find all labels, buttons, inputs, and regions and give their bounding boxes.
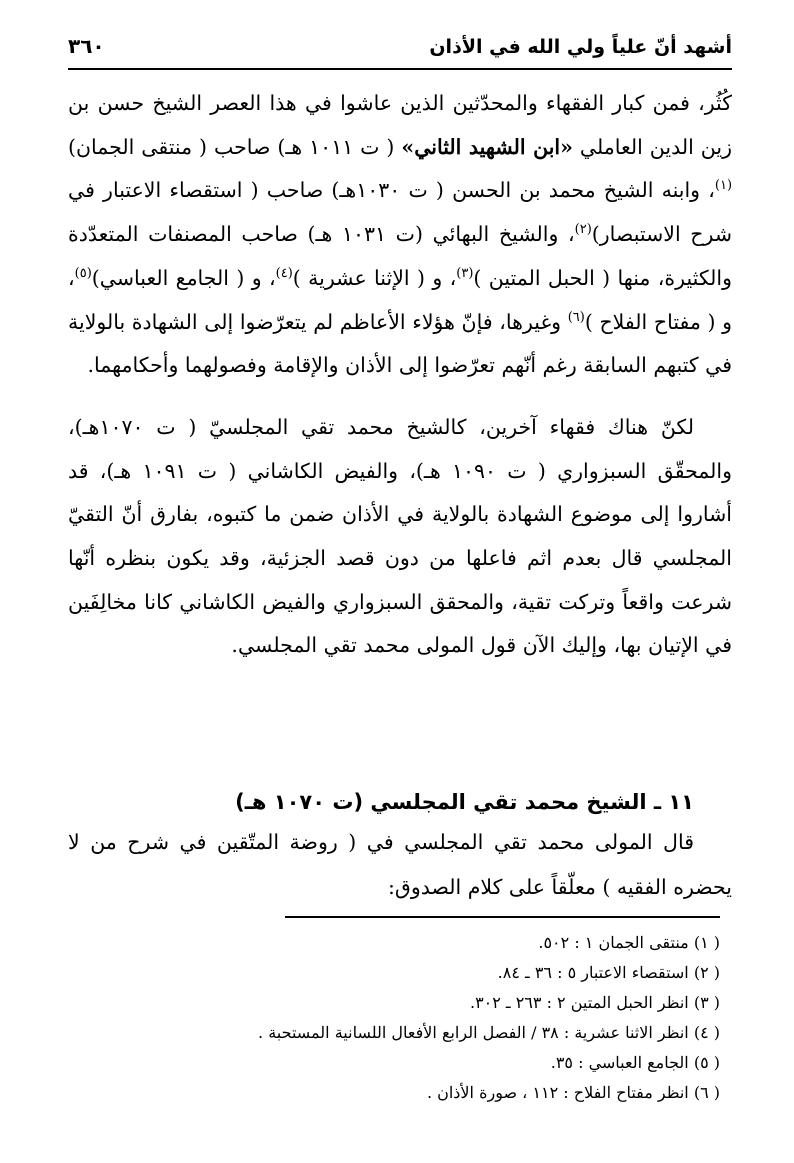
- footnote-ref-4: (٤): [275, 265, 293, 281]
- section-intro: قال المولى محمد تقي المجلسي في ( روضة المتّقين في شرح من لا يحضره الفقيه ) معلّقاً على كلام الصدوق:: [68, 830, 732, 899]
- p1-seg-4: ، وابنه الشيخ محمد بن الحسن ( ت ١٠٣٠هـ) صاحب ( استقصاء الاعتبار في شرح الاستبصار): [68, 178, 732, 247]
- footnote-ref-5: (٥): [74, 265, 92, 281]
- paragraph-2: لكنّ هناك فقهاء آخرين، كالشيخ محمد تقي المجلسيّ ( ت ١٠٧٠هـ)، والمحقّق السبزواري ( ت ١٠٩٠ هـ)، والفيض الكاشاني ( ت ١٠٩١ هـ)، قد أشاروا إلى موضوع الشهادة بالولاية في الأذان ضمن ما كتبوه، بفارق أنّ التقيّ المجلسي قال بعدم اثم فاعلها من دون قصد الجزئية، وقد يكون بنظره أنّها شرعت واقعاً وتركت تقية، والمحقق السبزواري والفيض الكاشاني كانا مخالِفَين في الإتيان بها، وإليك الآن قول المولى محمد تقي المجلسي.: [68, 414, 732, 658]
- running-title: أشهد أنّ علياً ولي الله في الأذان: [429, 36, 732, 58]
- p1-seg-9: وغيرها، فإنّ هؤلاء الأعاظم لم يتعرّضوا إلى الشهادة بالولاية في كتبهم السابقة رغم أنّهم تعرّضوا إلى الأذان والإقامة وفصولهما وأحكامهما.: [68, 309, 732, 378]
- page-number: ٣٦٠: [68, 34, 105, 58]
- footnote-ref-2: (٢): [574, 222, 592, 238]
- footnote-ref-1: (١): [714, 178, 733, 194]
- p1-seg-1: كُثُر، فمن كبار الفقهاء والمحدّثين الذين عاشوا في هذا العصر الشيخ حسن بن زين الدين العاملي: [68, 91, 732, 159]
- footnote-6: ( ٦) انظر مفتاح الفلاح : ١١٢ ، صورة الأذان .: [426, 1083, 720, 1102]
- p1-bold-title: «ابن الشهيد الثاني»: [401, 134, 573, 159]
- footnote-ref-6: (٦): [567, 309, 585, 325]
- section-heading: ١١ ـ الشيخ محمد تقي المجلسي (ت ١٠٧٠ هـ): [235, 790, 694, 814]
- footnote-ref-3: (٣): [456, 265, 474, 281]
- footnote-2: ( ٢) استقصاء الاعتبار ٥ : ٣٦ ـ ٨٤.: [497, 963, 720, 982]
- main-text: [68, 82, 732, 668]
- footnote-divider: [285, 916, 720, 918]
- p1-seg-7: ، و ( الجامع العباسي): [91, 265, 276, 290]
- footnote-5: ( ٥) الجامع العباسي : ٣٥.: [550, 1053, 720, 1072]
- p1-seg-3: ( ت ١٠١١ هـ) صاحب ( منتقى الجمان): [68, 134, 395, 159]
- footnote-3: ( ٣) انظر الحبل المتين ٢ : ٢٦٣ ـ ٣٠٢.: [469, 993, 720, 1012]
- p1-seg-8: ، و ( مفتاح الفلاح ): [68, 265, 732, 334]
- p1-seg-6: ، و ( الإثنا عشرية ): [292, 265, 457, 290]
- paragraph-1: [68, 82, 732, 388]
- footnotes: [68, 928, 720, 1108]
- footnote-1: ( ١) منتقى الجمان ١ : ٥٠٢.: [538, 933, 720, 952]
- footnote-4: ( ٤) انظر الاثنا عشرية : ٣٨ / الفصل الرابع الأفعال اللسانية المستحبة .: [258, 1023, 720, 1042]
- p1-seg-5: ، والشيخ البهائي (ت ١٠٣١ هـ) صاحب المصنفات المتعدّدة والكثيرة، منها ( الحبل المتين ): [68, 222, 732, 290]
- page-header: [68, 30, 732, 70]
